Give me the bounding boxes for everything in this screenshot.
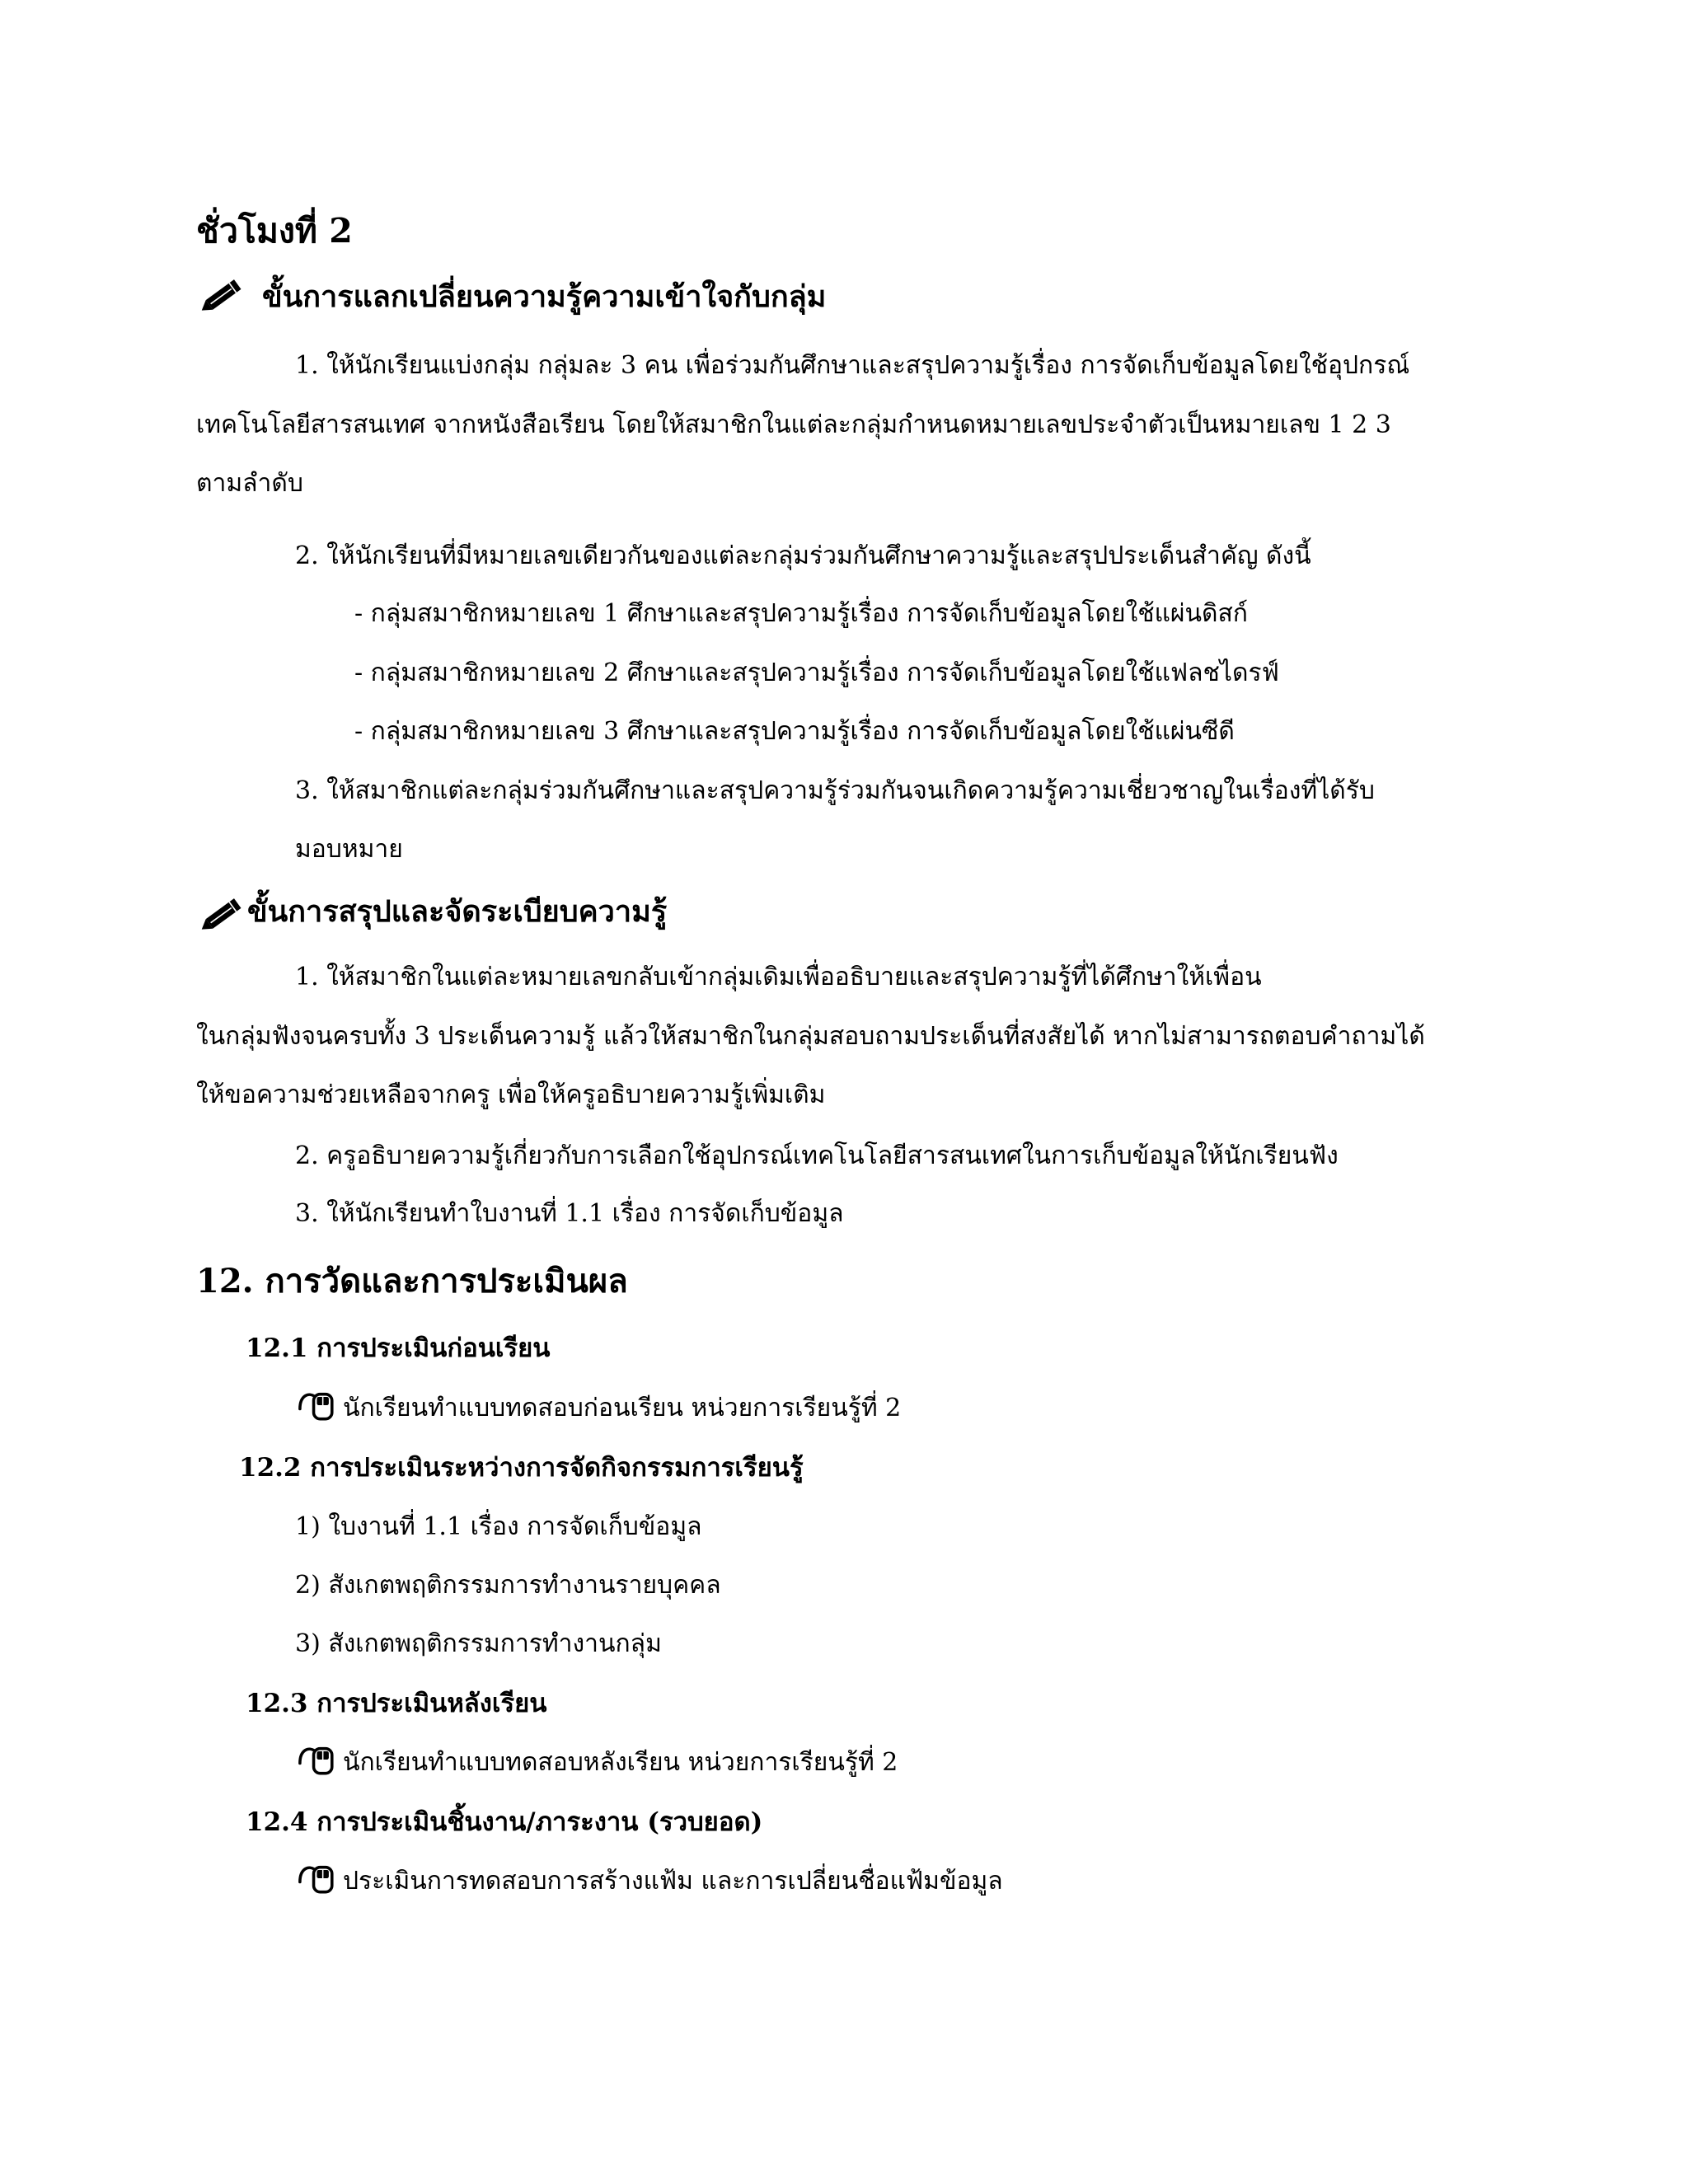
bullet-item: - กลุ่มสมาชิกหมายเลข 1 ศึกษาและสรุปความรู้เรื่อง การจัดเก็บข้อมูลโดยใช้แผ่นดิสก์ <box>354 599 1248 628</box>
evaluation-s1-heading: 12.1 การประเมินก่อนเรียน <box>246 1333 551 1363</box>
exchange-p1-line1: 1. ให้นักเรียนแบ่งกลุ่ม กลุ่มละ 3 คน เพื่อร่วมกันศึกษาและสรุปความรู้เรื่อง การจัดเก็บข้อมูลโดยใช้อุปกรณ์ <box>295 351 1410 380</box>
hour-title: ชั่วโมงที่ 2 <box>196 211 353 251</box>
evaluation-s1-item: นักเรียนทำแบบทดสอบก่อนเรียน หน่วยการเรียนรู้ที่ 2 <box>343 1394 902 1422</box>
evaluation-s4-item: ประเมินการทดสอบการสร้างแฟ้ม และการเปลี่ยนชื่อแฟ้มข้อมูล <box>343 1867 1003 1896</box>
summary-p1-line3: ให้ขอความช่วยเหลือจากครู เพื่อให้ครูอธิบายความรู้เพิ่มเติม <box>196 1080 826 1109</box>
summary-heading: ขั้นการสรุปและจัดระเบียบความรู้ <box>247 894 668 929</box>
mouse-icon <box>297 1389 338 1422</box>
exchange-p1-line3: ตามลำดับ <box>196 469 303 498</box>
evaluation-s3-item: นักเรียนทำแบบทดสอบหลังเรียน หน่วยการเรียนรู้ที่ 2 <box>343 1748 898 1777</box>
evaluation-heading: 12. การวัดและการประเมินผล <box>196 1262 628 1301</box>
summary-p1-line2: ในกลุ่มฟังจนครบทั้ง 3 ประเด็นความรู้ แล้วให้สมาชิกในกลุ่มสอบถามประเด็นที่สงสัยได้ หากไม่สามารถตอบคำถามได้ <box>196 1022 1425 1051</box>
exchange-heading: ขั้นการแลกเปลี่ยนความรู้ความเข้าใจกับกลุ่ม <box>262 279 827 314</box>
exchange-p3-line2: มอบหมาย <box>295 835 403 864</box>
exchange-p3-line1: 3. ให้สมาชิกแต่ละกลุ่มร่วมกันศึกษาและสรุปความรู้ร่วมกันจนเกิดความรู้ความเชี่ยวชาญในเรื่องที่ได้รับ <box>295 776 1375 805</box>
exchange-p2-line1: 2. ให้นักเรียนที่มีหมายเลขเดียวกันของแต่ละกลุ่มร่วมกันศึกษาความรู้และสรุปประเด็นสำคัญ ดังนี้ <box>295 541 1311 570</box>
exchange-p1-line2: เทคโนโลยีสารสนเทศ จากหนังสือเรียน โดยให้สมาชิกในแต่ละกลุ่มกำหนดหมายเลขประจำตัวเป็นหมายเลข 1 2 3 <box>196 410 1391 439</box>
pencil-icon <box>196 896 247 934</box>
evaluation-s2-heading: 12.2 การประเมินระหว่างการจัดกิจกรรมการเรียนรู้ <box>239 1453 804 1483</box>
summary-p3: 3. ให้นักเรียนทำใบงานที่ 1.1 เรื่อง การจัดเก็บข้อมูล <box>295 1199 844 1228</box>
summary-p2: 2. ครูอธิบายความรู้เกี่ยวกับการเลือกใช้อุปกรณ์เทคโนโลยีสารสนเทศในการเก็บข้อมูลให้นักเรียนฟัง <box>295 1141 1339 1170</box>
evaluation-s3-heading: 12.3 การประเมินหลังเรียน <box>246 1689 547 1718</box>
mouse-icon <box>297 1862 338 1895</box>
summary-p1-line1: 1. ให้สมาชิกในแต่ละหมายเลขกลับเข้ากลุ่มเดิมเพื่ออธิบายและสรุปความรู้ที่ได้ศึกษาให้เพื่อน <box>295 963 1262 991</box>
evaluation-s2-item: 1) ใบงานที่ 1.1 เรื่อง การจัดเก็บข้อมูล <box>295 1512 702 1541</box>
bullet-item: - กลุ่มสมาชิกหมายเลข 2 ศึกษาและสรุปความรู้เรื่อง การจัดเก็บข้อมูลโดยใช้แฟลชไดรฟ์ <box>354 658 1279 687</box>
pencil-icon <box>196 277 247 315</box>
bullet-item: - กลุ่มสมาชิกหมายเลข 3 ศึกษาและสรุปความรู้เรื่อง การจัดเก็บข้อมูลโดยใช้แผ่นซีดี <box>354 717 1235 746</box>
mouse-icon <box>297 1743 338 1776</box>
evaluation-s2-item: 2) สังเกตพฤติกรรมการทำงานรายบุคคล <box>295 1571 721 1600</box>
evaluation-s2-item: 3) สังเกตพฤติกรรมการทำงานกลุ่ม <box>295 1629 662 1658</box>
evaluation-s4-heading: 12.4 การประเมินชิ้นงาน/ภาระงาน (รวบยอด) <box>246 1807 763 1837</box>
